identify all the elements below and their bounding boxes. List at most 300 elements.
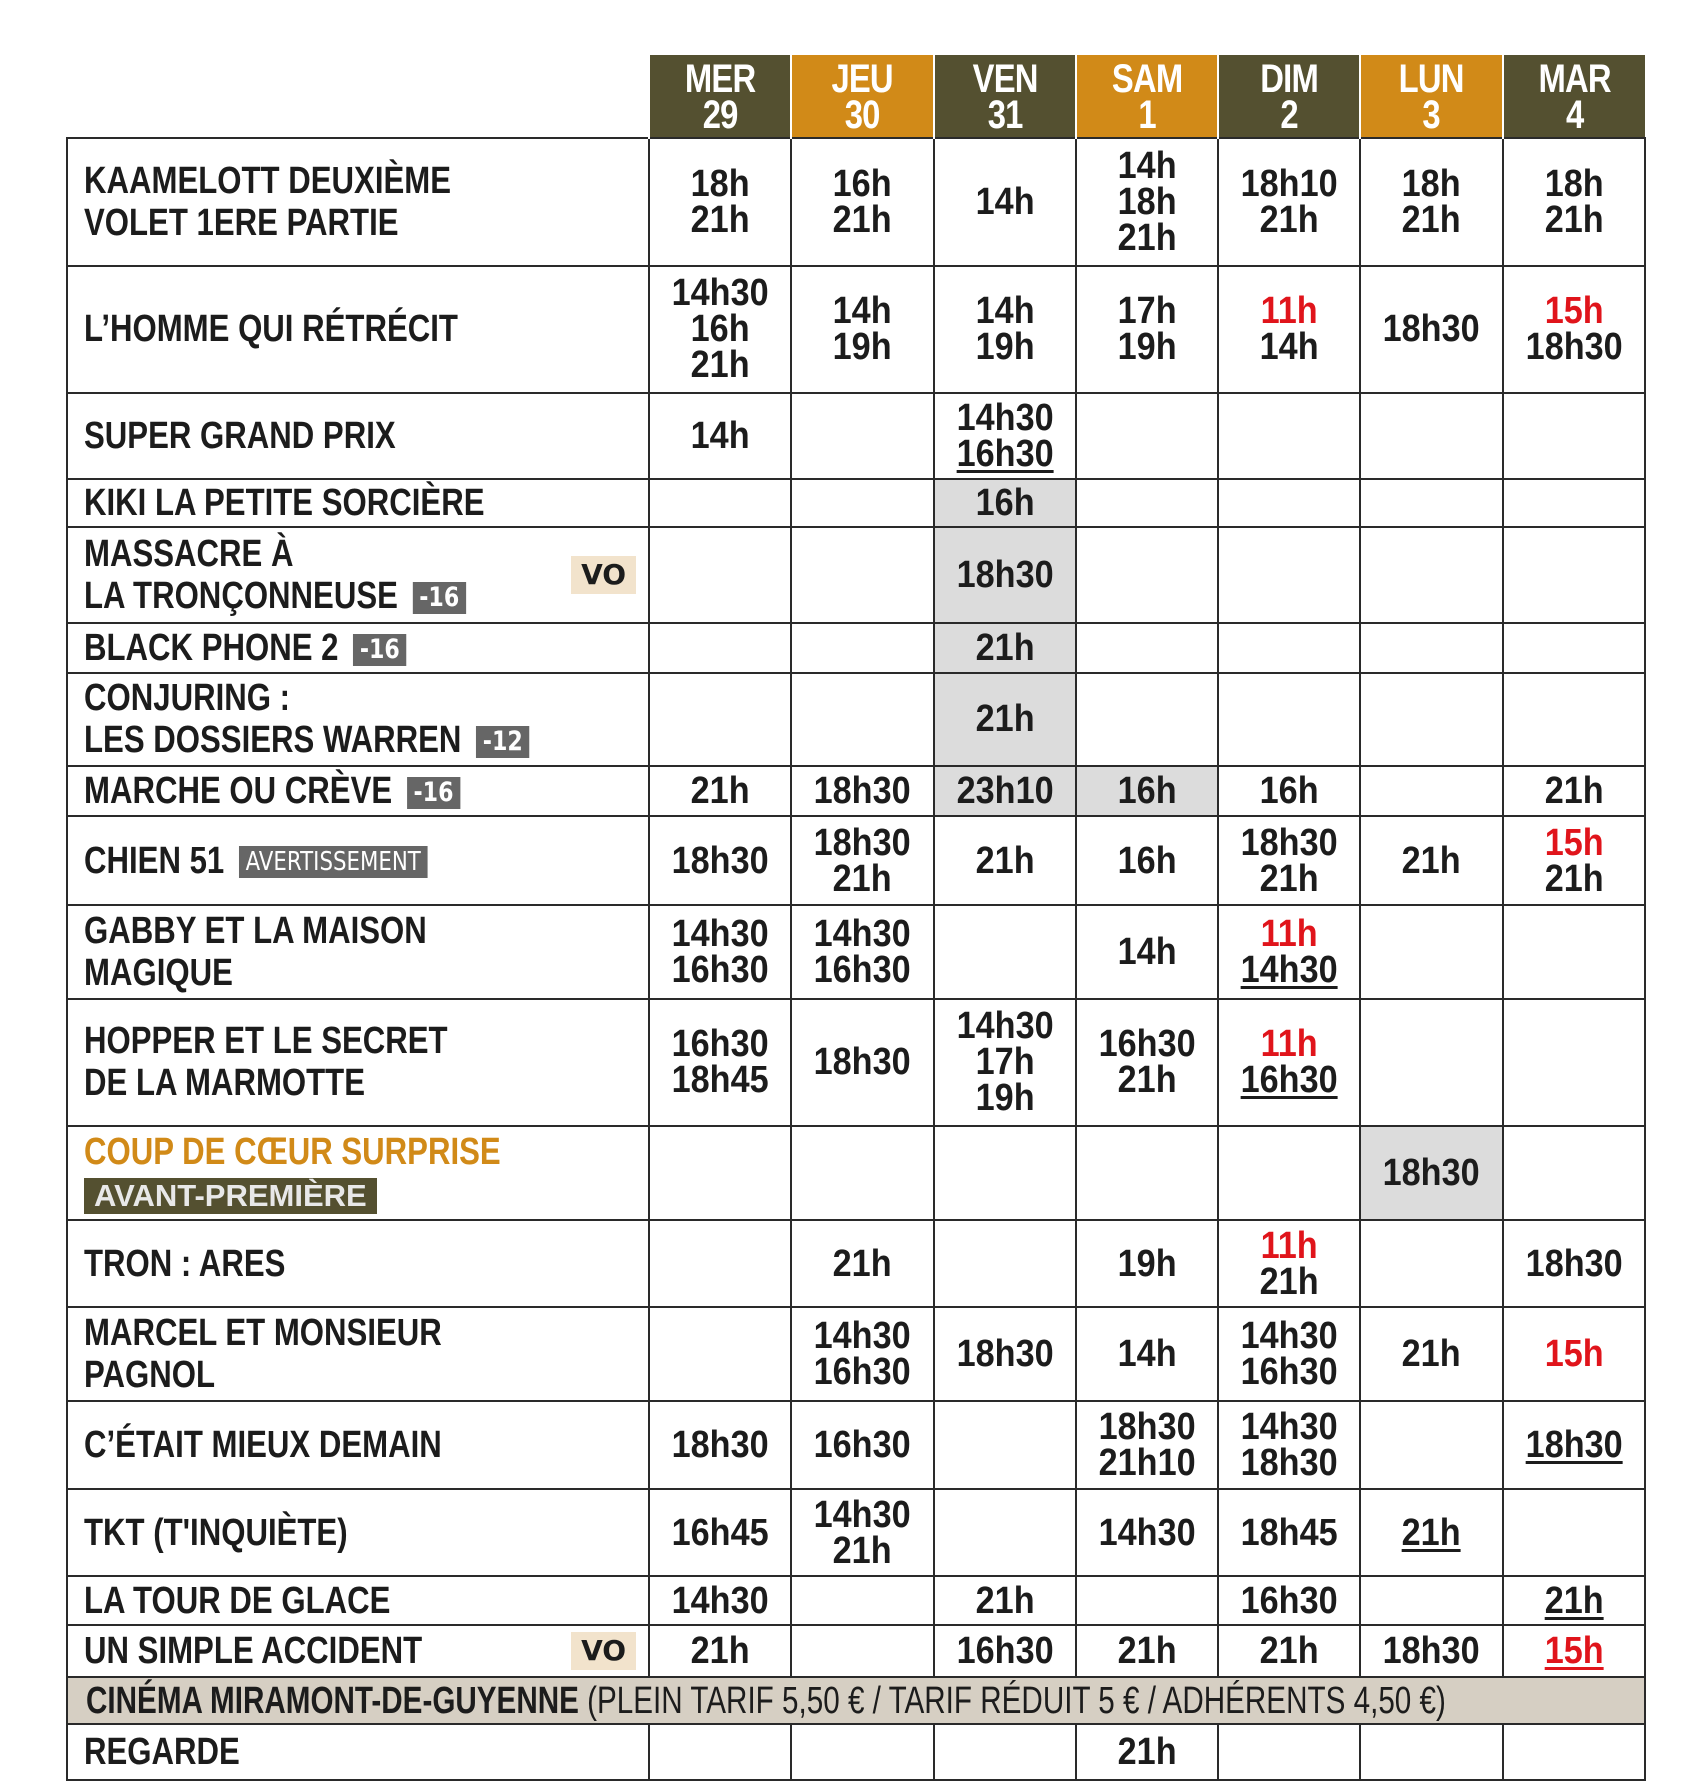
showtime: 18h30 [1098,1406,1196,1449]
showtime: 14h30 [1098,1511,1196,1554]
showtime-cell [791,999,933,1126]
showtime: 14h30 [1240,948,1338,991]
showtime-cell [1360,1576,1502,1624]
day-header-mer [649,55,791,138]
film-title-cell [67,1307,649,1401]
film-title-cell [67,766,649,816]
showtime-cell [649,393,791,479]
showtime-cell [1218,1401,1360,1489]
showtime: 16h30 [956,433,1054,476]
showtime-cell [1503,766,1645,816]
showtime-cell [1360,623,1502,673]
showtime: 21h [1117,1629,1177,1672]
day-number: 31 [987,93,1023,137]
film-title: LES DOSSIERS WARREN -12 [84,719,529,761]
showtime-cell [934,1220,1076,1308]
showtime: 18h30 [1383,1151,1481,1194]
showtime: 16h [975,482,1035,525]
film-title: KIKI LA PETITE SORCIÈRE [84,482,485,525]
showtime-cell [791,479,933,527]
showtime-cell [1076,673,1218,766]
showtime-cell [1218,527,1360,622]
showtime: 21h [690,198,750,241]
film-title-cell [67,999,649,1126]
showtime-cell [1218,1625,1360,1678]
day-number: 3 [1422,93,1441,137]
film-title: MARCHE OU CRÈVE -16 [84,770,460,812]
showtime: 21h [1259,198,1319,241]
showtime-cell [1503,527,1645,622]
showtime-cell [791,1625,933,1678]
showtime-cell [1076,393,1218,479]
day-header-dim [1218,55,1360,138]
showtime: 18h30 [1240,1442,1338,1485]
film-row [67,1307,1645,1401]
showtime-cell [649,905,791,999]
showtime-cell [791,623,933,673]
film-title: MASSACRE À [84,533,294,575]
showtime: 19h [833,326,892,369]
showtime-cell [934,527,1076,622]
showtime-cell [1218,1220,1360,1308]
day-number: 1 [1138,93,1156,137]
showtime: 15h [1544,290,1604,333]
showtime: 18h30 [813,1041,911,1084]
film-title-cell [67,1576,649,1624]
showtime-cell [1360,766,1502,816]
showtime: 18h [1402,162,1462,205]
showtime: 21h [1259,857,1319,900]
film-row [67,1401,1645,1489]
showtime-cell [1218,1724,1360,1780]
showtime: 18h30 [1525,1424,1623,1467]
showtime: 21h [1402,839,1462,882]
film-title: GABBY ET LA MAISON [84,909,427,952]
showtime-cell [1360,1724,1502,1780]
film-row [67,1220,1645,1308]
film-row [67,138,1645,266]
showtime: 21h [1544,1579,1604,1622]
film-title-cell [67,1724,649,1780]
film-row [67,766,1645,816]
film-title-cell [67,266,649,393]
age-rating-badge: -16 [413,582,466,614]
showtime: 14h [690,415,750,458]
showtime-cell [1503,999,1645,1126]
day-header-jeu [791,55,933,138]
showtime: 19h [975,326,1035,369]
showtime-cell [1076,1489,1218,1577]
avant-premiere-badge: AVANT-PREMIÈRE [84,1178,377,1214]
showtime-cell [1360,138,1502,266]
showtime: 21h [1544,770,1604,813]
showtime-cell [649,816,791,905]
showtime-cell [1503,479,1645,527]
film-title: KAAMELOTT DEUXIÈME [84,159,452,202]
showtime: 21h [1544,857,1604,900]
showtime: 11h [1260,1224,1318,1267]
showtime: 21h [690,770,750,813]
showtime: 16h [1117,839,1177,882]
showtime: 21h [975,1579,1035,1622]
showtime-cell [1076,1401,1218,1489]
showtime-cell [791,1401,933,1489]
showtime-cell [1218,393,1360,479]
showtime-cell [791,1126,933,1220]
showtime-cell [649,1401,791,1489]
showtime: 21h [1117,1731,1177,1773]
showtime: 14h30 [1240,1315,1338,1358]
showtime: 16h [1117,770,1177,813]
showtime: 21h [690,344,750,387]
showtime-cell [791,527,933,622]
schedule [66,55,1646,1781]
showtime: 18h45 [671,1059,769,1102]
film-title: MARCEL ET MONSIEUR [84,1312,442,1355]
showtime-cell [649,1625,791,1678]
showtime: 18h30 [956,554,1054,596]
showtime-cell [1360,999,1502,1126]
showtime: 21h10 [1098,1442,1196,1485]
film-title: TKT (T'INQUIÈTE) [84,1511,348,1554]
showtime-cell [1076,999,1218,1126]
showtime-cell [791,905,933,999]
film-title: REGARDE [84,1731,240,1773]
showtime-cell [1503,816,1645,905]
showtime: 18h30 [1383,1629,1481,1672]
showtime-cell [1360,1220,1502,1308]
showtime-cell [1360,816,1502,905]
film-title: UN SIMPLE ACCIDENT [84,1629,423,1672]
showtime: 21h [1117,216,1177,259]
film-title: LA TOUR DE GLACE [84,1579,391,1622]
showtime-cell [791,1489,933,1577]
showtime: 21h [833,857,892,900]
showtime: 14h30 [671,272,769,315]
showtime-cell [1218,1307,1360,1401]
film-title: CONJURING : [84,677,291,720]
showtime: 16h30 [813,1424,911,1467]
showtime-cell [1503,673,1645,766]
showtime: 18h30 [956,1333,1054,1376]
showtime: 14h30 [671,912,769,955]
showtime-cell [791,1576,933,1624]
film-title-cell [67,1489,649,1577]
showtime-cell [1076,1724,1218,1780]
showtime-cell [934,1576,1076,1624]
showtime-cell [1076,479,1218,527]
film-title: MAGIQUE [84,951,233,994]
showtime: 21h [975,698,1035,741]
showtime-cell [934,266,1076,393]
film-row [67,1126,1645,1220]
cinema-banner-text [86,1679,1446,1723]
showtime: 18h [1544,162,1604,205]
showtime-cell [1076,1126,1218,1220]
showtime: 16h30 [1240,1579,1338,1622]
showtime-cell [1218,623,1360,673]
film-title-cell [67,673,649,766]
day-header-sam [1076,55,1218,138]
showtime-cell [934,1401,1076,1489]
showtime: 18h10 [1240,162,1338,205]
showtime: 15h [1544,821,1604,864]
showtime-cell [934,479,1076,527]
showtime: 16h30 [1240,1351,1338,1394]
showtime: 18h30 [813,770,911,813]
showtime-cell [1503,138,1645,266]
film-row [67,1724,1645,1780]
showtime-cell [649,527,791,622]
showtime-cell [1218,138,1360,266]
film-row [67,393,1645,479]
showtime: 15h [1544,1333,1604,1376]
day-number: 2 [1280,93,1298,137]
warning-badge: AVERTISSEMENT [239,846,427,878]
showtime-cell [1076,1220,1218,1308]
showtime-cell [1360,673,1502,766]
showtime-cell [649,1576,791,1624]
showtime-cell [934,623,1076,673]
header-corner [67,55,649,138]
showtime: 16h45 [671,1511,769,1554]
showtime: 21h [833,198,892,241]
film-title-cell [67,479,649,527]
showtime: 14h [833,290,892,333]
showtime-cell [791,1307,933,1401]
showtime: 18h30 [1525,326,1623,369]
showtime-cell [934,1126,1076,1220]
showtime-cell [791,1220,933,1308]
cinema-banner-row [67,1677,1645,1724]
showtime-cell [1076,527,1218,622]
film-row [67,999,1645,1126]
showtime-cell [1360,266,1502,393]
film-title-cell [67,1220,649,1308]
showtime-cell [791,266,933,393]
showtime-cell [649,766,791,816]
showtime: 14h [975,180,1035,223]
showtime-cell [1218,1576,1360,1624]
showtime: 14h30 [956,397,1054,440]
showtime-cell [1503,1220,1645,1308]
showtime: 16h30 [813,1351,911,1394]
showtime-cell [934,816,1076,905]
showtime-cell [934,673,1076,766]
showtime: 14h30 [813,1315,911,1358]
showtime: 18h30 [1525,1242,1623,1285]
film-title-cell [67,1625,649,1678]
showtime-cell [649,1126,791,1220]
showtime: 21h [1259,1260,1319,1303]
showtime: 14h [1117,930,1177,973]
showtime: 17h [975,1041,1035,1084]
showtime: 16h [833,162,892,205]
showtime: 14h [975,290,1035,333]
cinema-name: CINÉMA MIRAMONT-DE-GUYENNE [86,1679,579,1722]
showtime-cell [1503,623,1645,673]
film-title: DE LA MARMOTTE [84,1062,365,1105]
showtime: 16h30 [671,1023,769,1066]
showtime-cell [1360,479,1502,527]
showtime-cell [649,623,791,673]
showtime: 14h [1117,144,1177,187]
film-row [67,623,1645,673]
film-title: VOLET 1ERE PARTIE [84,201,399,244]
film-row [67,479,1645,527]
film-title: PAGNOL [84,1354,215,1397]
showtime-cell [1360,1489,1502,1577]
showtime: 21h [1544,198,1604,241]
showtime-cell [1218,1489,1360,1577]
showtime-cell [1218,999,1360,1126]
day-name: JEU [831,57,894,101]
showtime-cell [934,905,1076,999]
day-name: SAM [1111,57,1183,101]
day-name: MER [684,57,756,101]
showtime: 11h [1260,1023,1318,1066]
showtime-cell [649,999,791,1126]
showtime-cell [1503,1307,1645,1401]
showtime-cell [1076,138,1218,266]
film-title-cell [67,138,649,266]
showtime-cell [791,673,933,766]
showtime: 21h [1402,1511,1462,1554]
showtime-cell [1076,1307,1218,1401]
film-row [67,816,1645,905]
film-title: LA TRONÇONNEUSE -16 [84,575,466,617]
film-row [67,266,1645,393]
showtime-cell [1360,527,1502,622]
showtime: 11h [1260,290,1318,333]
showtime-cell [1218,479,1360,527]
film-row [67,1625,1645,1678]
day-name: DIM [1260,57,1319,101]
showtime: 21h [833,1242,892,1285]
showtime-cell [1076,816,1218,905]
showtime-cell [934,1489,1076,1577]
day-name: LUN [1399,57,1465,101]
showtime-cell [934,766,1076,816]
showtime: 14h [1117,1333,1177,1376]
cinema-banner [67,1677,1645,1724]
day-header-lun [1360,55,1502,138]
showtime-cell [934,1724,1076,1780]
film-title: CHIEN 51 AVERTISSEMENT [84,840,427,882]
showtime: 14h30 [671,1579,769,1622]
showtime: 19h [1117,1242,1177,1285]
showtime: 21h [975,626,1035,669]
showtime: 18h [1117,180,1177,223]
showtime-cell [1503,266,1645,393]
showtime-cell [934,1625,1076,1678]
showtime-cell [649,479,791,527]
showtime-cell [1503,1126,1645,1220]
film-title: SUPER GRAND PRIX [84,415,396,458]
film-title: C’ÉTAIT MIEUX DEMAIN [84,1424,442,1467]
showtime: 21h [1117,1059,1177,1102]
film-row [67,673,1645,766]
film-row [67,1489,1645,1577]
age-rating-badge: -16 [353,634,406,666]
film-row [67,527,1645,622]
vo-badge: VO [571,556,636,594]
showtime-cell [791,816,933,905]
showtime: 19h [1117,326,1177,369]
showtime: 21h [833,1529,892,1572]
day-header-mar [1503,55,1645,138]
showtime-cell [1503,1724,1645,1780]
showtime: 18h30 [1240,821,1338,864]
showtime-cell [1218,673,1360,766]
showtime: 16h30 [813,948,911,991]
film-title-cell [67,527,649,622]
showtime-cell [649,138,791,266]
showtime: 16h30 [1240,1059,1338,1102]
film-title-cell [67,623,649,673]
showtime: 14h30 [813,912,911,955]
showtime-cell [1218,266,1360,393]
showtime: 21h [1402,198,1462,241]
showtime: 16h [690,308,750,351]
showtime: 18h30 [671,839,769,882]
showtime: 11h [1260,912,1318,955]
day-header-row [67,55,1645,138]
film-title-cell [67,1126,649,1220]
showtime-cell [649,1220,791,1308]
showtime-cell [791,766,933,816]
showtime: 14h30 [813,1493,911,1536]
showtime-cell [1218,766,1360,816]
vo-badge: VO [571,1632,636,1670]
showtime: 21h [1402,1333,1462,1376]
showtime-cell [1503,1401,1645,1489]
showtime: 16h30 [671,948,769,991]
showtime-cell [1503,393,1645,479]
showtime-cell [1218,905,1360,999]
showtime-cell [1076,1576,1218,1624]
film-title: TRON : ARES [84,1242,286,1285]
showtime: 21h [975,839,1035,882]
showtime-cell [1360,1625,1502,1678]
age-rating-badge: -12 [476,726,529,758]
film-title-cell [67,816,649,905]
showtime-cell [1076,1625,1218,1678]
showtime: 18h30 [1383,308,1481,351]
showtime-cell [1503,905,1645,999]
showtime-cell [934,393,1076,479]
showtime: 19h [975,1077,1035,1120]
showtime-cell [1360,1401,1502,1489]
showtime: 14h [1259,326,1319,369]
showtime-cell [1218,1126,1360,1220]
showtime: 14h30 [1240,1406,1338,1449]
showtime-cell [1503,1576,1645,1624]
showtime-cell [1503,1625,1645,1678]
showtime-cell [1360,1126,1502,1220]
day-number: 30 [845,93,880,137]
showtime-cell [1076,766,1218,816]
showtime-cell [1076,905,1218,999]
day-number: 4 [1565,93,1584,137]
film-title: HOPPER ET LE SECRET [84,1020,448,1063]
showtime-cell [649,1489,791,1577]
showtime-cell [1076,266,1218,393]
cinema-prices: (PLEIN TARIF 5,50 € / TARIF RÉDUIT 5 € / ADHÉRENTS 4,50 €) [587,1679,1446,1722]
day-header-ven [934,55,1076,138]
showtime: 21h [1259,1629,1319,1672]
showtime: 16h [1259,770,1319,813]
